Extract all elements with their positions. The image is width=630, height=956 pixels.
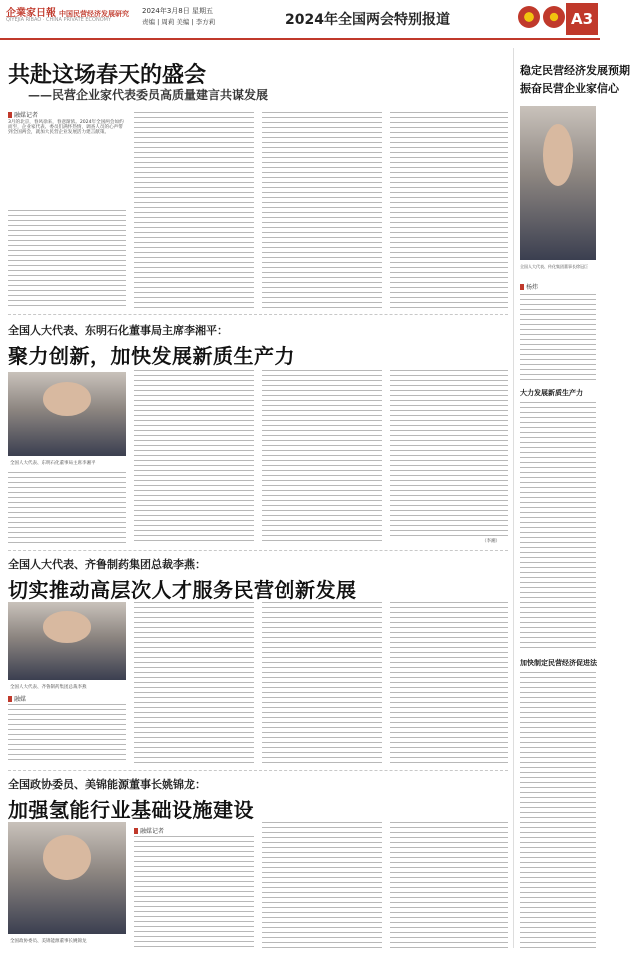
divider: [8, 550, 508, 551]
article-3-photo-caption: 全国人大代表、齐鲁制药集团总裁李燕: [10, 685, 87, 690]
article-4-photo-caption: 全国政协委员、美锦能源董事长姚锦龙: [10, 939, 87, 944]
editors-line: 责编 | 周莉 美编 | 李方莉: [142, 18, 216, 26]
main-article-lead: 3月的北京，春风徐来，春意渐浓。2024年全国两会如约而至，企业家代表、委员们满怀热情，调查人员的心声带到全国两会，就加大民营企业发展活力建言献策。: [8, 120, 124, 135]
sidebar-text-1: [520, 294, 596, 380]
article-3-col-3: [262, 602, 382, 764]
article-3-col-2: [134, 602, 254, 764]
paper-pinyin: QIYEJIA RIBAO · CHINA PRIVATE ECONOMY: [6, 17, 112, 23]
main-article-col-1: [8, 210, 126, 308]
article-4-col-4: [390, 822, 508, 948]
article-3-col-4: [390, 602, 508, 764]
sidebar-title-line-2: 振奋民营企业家信心: [520, 82, 619, 95]
article-2-col-4: [390, 370, 508, 536]
national-emblem-icon: [518, 6, 540, 28]
special-report-title: 2024年全国两会特别报道: [285, 12, 450, 28]
article-3-tag: 融媒: [8, 694, 26, 703]
article-2-col-3: [262, 370, 382, 544]
sidebar-title-line-1: 稳定民营经济发展预期: [520, 64, 630, 77]
article-2-title: 聚力创新，加快发展新质生产力: [8, 344, 295, 368]
main-article-title: 共赴这场春天的盛会: [8, 62, 207, 88]
article-2-photo: [8, 372, 126, 456]
article-4-kicker: 全国政协委员、美锦能源董事长姚锦龙：: [8, 778, 206, 791]
article-4-col-2: [134, 836, 254, 948]
divider: [8, 314, 508, 315]
article-3-kicker: 全国人大代表、齐鲁制药集团总裁李燕：: [8, 558, 206, 571]
article-2-col-2: [134, 370, 254, 544]
article-2-col-1: [8, 472, 126, 544]
sidebar-text-3: [520, 672, 596, 948]
article-3-title: 切实推动高层次人才服务民营创新发展: [8, 578, 357, 602]
main-article-col-3: [262, 112, 382, 308]
sidebar-subhead-2: 加快制定民营经济促进法: [520, 658, 597, 667]
article-2-photo-caption: 全国人大代表、东明石化董事局主席李湘平: [10, 461, 96, 466]
sidebar-separator: [513, 48, 514, 948]
article-4-title: 加强氢能行业基础设施建设: [8, 798, 254, 822]
article-3-col-1: [8, 704, 126, 764]
main-article-col-2: [134, 112, 254, 308]
article-2-ending: （李湘）: [482, 539, 500, 544]
article-2-kicker: 全国人大代表、东明石化董事局主席李湘平：: [8, 324, 228, 337]
sidebar-photo-caption: 全国人大代表、传化集团董事长徐冠巨: [520, 264, 588, 269]
sidebar-subhead-1: 大力发展新质生产力: [520, 388, 583, 397]
cppcc-emblem-icon: [543, 6, 565, 28]
divider: [8, 770, 508, 771]
paper-logo: 企業家日報 中国民营经济发展研究: [6, 8, 129, 19]
sidebar-text-2: [520, 402, 596, 652]
main-article-subtitle: ——民营企业家代表委员高质量建言共谋发展: [28, 88, 269, 102]
article-3-photo: [8, 602, 126, 680]
sidebar-author-tag: 杨炜: [520, 282, 538, 291]
issue-date: 2024年3月8日 星期五: [142, 7, 213, 15]
main-article-byline: 融媒记者: [8, 110, 38, 119]
article-4-col-3: [262, 822, 382, 948]
article-4-tag: 融媒记者: [134, 826, 164, 835]
sidebar-photo: [520, 106, 596, 260]
article-4-photo: [8, 822, 126, 934]
masthead: [0, 0, 600, 40]
page-number: A3: [566, 3, 598, 35]
main-article-col-4: [390, 112, 508, 308]
